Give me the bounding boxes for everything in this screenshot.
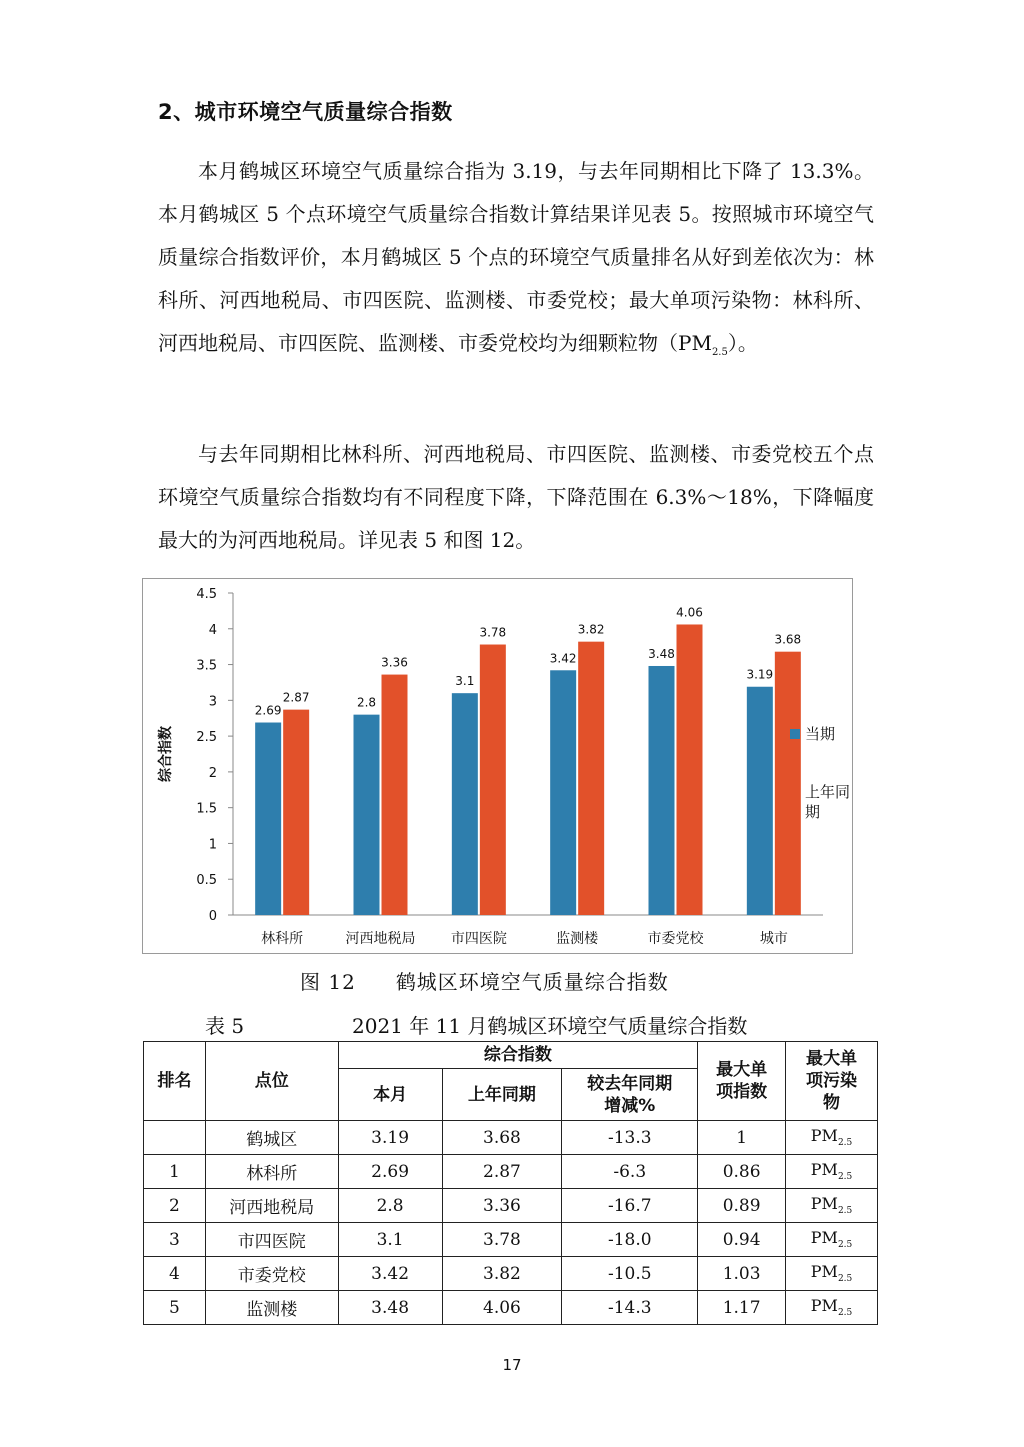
cell-last-year: 3.82 (442, 1257, 562, 1291)
pollutant-subscript: 2.5 (837, 1138, 853, 1149)
cell-last-year: 3.36 (442, 1189, 562, 1223)
cell-pollutant (786, 1121, 878, 1155)
cell-site: 市四医院 (205, 1223, 338, 1257)
table-title: 2021 年 11 月鹤城区环境空气质量综合指数 (352, 1014, 748, 1038)
x-tick-label: 城市 (759, 931, 788, 947)
page-number: 17 (502, 1356, 522, 1374)
cell-rank: 1 (144, 1155, 206, 1189)
cell-last-year: 3.78 (442, 1223, 562, 1257)
pollutant-text: PM (810, 1194, 838, 1214)
header-last-year: 上年同期 (442, 1069, 562, 1121)
cell-rank (144, 1121, 206, 1155)
cell-this-month: 3.1 (338, 1223, 442, 1257)
cell-last-year: 4.06 (442, 1291, 562, 1325)
legend-label: 当期 (805, 725, 836, 743)
y-tick-label: 0.5 (196, 873, 217, 889)
x-tick-label: 市委党校 (647, 931, 704, 947)
header-max-index-line: 项指数 (716, 1082, 768, 1102)
chart-canvas (143, 579, 854, 955)
header-max-pollutant-line: 最大单 (806, 1049, 858, 1069)
pollutant-subscript: 2.5 (837, 1240, 853, 1251)
cell-last-year: 3.68 (442, 1121, 562, 1155)
table-row (144, 1223, 878, 1257)
bar-current (354, 715, 380, 915)
bar-last-year (480, 645, 506, 915)
header-max-pollutant-line: 物 (823, 1093, 841, 1113)
header-change-line: 较去年同期 (587, 1073, 673, 1094)
legend-swatch (790, 787, 800, 797)
table-row (144, 1257, 878, 1291)
cell-pollutant (786, 1223, 878, 1257)
header-site: 点位 (205, 1042, 338, 1121)
cell-change: -6.3 (562, 1155, 698, 1189)
bar-last-year (677, 624, 703, 915)
cell-max-index: 0.94 (698, 1223, 786, 1257)
table-row (144, 1189, 878, 1223)
y-axis-title: 综合指数 (158, 726, 174, 782)
section-heading: 2、城市环境空气质量综合指数 (158, 100, 453, 124)
figure-caption (300, 966, 669, 995)
header-this-month: 本月 (338, 1069, 442, 1121)
cell-site: 市委党校 (205, 1257, 338, 1291)
cell-last-year: 2.87 (442, 1155, 562, 1189)
cell-site: 监测楼 (205, 1291, 338, 1325)
legend-label: 期 (805, 803, 821, 821)
cell-max-index: 1.17 (698, 1291, 786, 1325)
cell-change: -16.7 (562, 1189, 698, 1223)
header-composite: 综合指数 (338, 1042, 698, 1069)
data-label: 4.06 (676, 605, 703, 620)
pollutant-text: PM (810, 1262, 838, 1282)
cell-rank: 2 (144, 1189, 206, 1223)
pollutant-text: PM (810, 1160, 838, 1180)
y-tick-label: 4.5 (196, 587, 217, 602)
data-label: 3.78 (479, 625, 507, 640)
pm-subscript: 2.5 (711, 347, 728, 358)
y-tick-label: 3.5 (196, 658, 217, 674)
data-label: 2.8 (356, 695, 377, 710)
y-tick-label: 3 (208, 694, 217, 710)
cell-max-index: 0.89 (698, 1189, 786, 1223)
pollutant-subscript: 2.5 (837, 1206, 853, 1217)
pollutant-subscript: 2.5 (837, 1308, 853, 1319)
table-row (144, 1121, 878, 1155)
bar-current (550, 670, 576, 915)
table-label: 表 5 (205, 1014, 245, 1038)
table-row (144, 1155, 878, 1189)
bar-last-year (775, 652, 801, 915)
cell-this-month: 2.69 (338, 1155, 442, 1189)
cell-site: 林科所 (205, 1155, 338, 1189)
figure-number: 图 12 (300, 970, 356, 994)
legend-label: 上年同 (805, 783, 851, 801)
bar-last-year (382, 675, 408, 915)
cell-this-month: 2.8 (338, 1189, 442, 1223)
cell-pollutant (786, 1189, 878, 1223)
paragraph-comparison: 与去年同期相比林科所、河西地税局、市四医院、监测楼、市委党校五个点环境空气质量综合指数均有不同程度下降，下降范围在 6.3%～18%，下降幅度最大的为河西地税局。详见表 5 和图 12。 (158, 442, 874, 552)
y-tick-label: 2.5 (196, 730, 217, 746)
bar-last-year (283, 710, 309, 915)
cell-change: -13.3 (562, 1121, 698, 1155)
header-max-pollutant (786, 1042, 878, 1121)
table-row (144, 1291, 878, 1325)
bar-current (747, 687, 773, 915)
y-tick-label: 1.5 (196, 801, 217, 817)
pollutant-text: PM (810, 1228, 838, 1248)
data-label: 2.87 (282, 690, 310, 705)
y-tick-label: 2 (208, 765, 217, 781)
header-change (562, 1069, 698, 1121)
data-label: 3.1 (455, 674, 475, 689)
bar-current (649, 666, 675, 915)
paragraph-summary-text: 本月鹤城区环境空气质量综合指为 3.19，与去年同期相比下降了 13.3%。本月鹤城区 5 个点环境空气质量综合指数计算结果详见表 5。按照城市环境空气质量综合指数评价，本月鹤城区 5 个点的环境空气质量排名从好到差依次为：林科所、河西地税局、市四医院、监测楼、市委党校；最大单项污染物：林科所、河西地税局、市四医院、监测楼、市委党校均为细颗粒物（PM (158, 159, 874, 355)
header-rank: 排名 (144, 1042, 206, 1121)
figure-title: 鹤城区环境空气质量综合指数 (395, 970, 669, 994)
x-tick-label: 河西地税局 (345, 931, 416, 947)
cell-pollutant (786, 1257, 878, 1291)
cell-change: -14.3 (562, 1291, 698, 1325)
cell-max-index: 0.86 (698, 1155, 786, 1189)
paragraph-summary-end: ）。 (727, 331, 758, 355)
x-tick-label: 林科所 (261, 931, 304, 947)
cell-this-month: 3.48 (338, 1291, 442, 1325)
bar-last-year (578, 642, 604, 915)
pollutant-text: PM (810, 1126, 838, 1146)
data-label: 3.68 (774, 632, 802, 647)
y-tick-label: 0 (208, 909, 217, 924)
cell-change: -18.0 (562, 1223, 698, 1257)
header-max-pollutant-line: 项污染 (806, 1071, 858, 1091)
cell-rank: 3 (144, 1223, 206, 1257)
y-tick-label: 1 (208, 837, 217, 853)
cell-max-index: 1.03 (698, 1257, 786, 1291)
cell-rank: 5 (144, 1291, 206, 1325)
cell-change: -10.5 (562, 1257, 698, 1291)
cell-this-month: 3.19 (338, 1121, 442, 1155)
pollutant-subscript: 2.5 (837, 1274, 853, 1285)
bar-current (452, 693, 478, 915)
pollutant-text: PM (810, 1296, 838, 1316)
cell-pollutant (786, 1291, 878, 1325)
data-label: 2.69 (254, 703, 282, 718)
bar-chart (142, 578, 853, 954)
cell-this-month: 3.42 (338, 1257, 442, 1291)
cell-rank: 4 (144, 1257, 206, 1291)
x-tick-label: 市四医院 (450, 931, 507, 947)
cell-max-index: 1 (698, 1121, 786, 1155)
header-change-line: 增减% (604, 1095, 656, 1116)
cell-site: 鹤城区 (205, 1121, 338, 1155)
x-tick-label: 监测楼 (556, 931, 599, 947)
pollutant-subscript: 2.5 (837, 1172, 853, 1183)
data-label: 3.48 (648, 646, 675, 661)
cell-pollutant (786, 1155, 878, 1189)
composite-index-table (143, 1041, 878, 1325)
y-tick-label: 4 (208, 622, 217, 638)
paragraph-summary (158, 150, 874, 374)
bar-current (255, 723, 281, 915)
data-label: 3.36 (381, 655, 408, 670)
cell-site: 河西地税局 (205, 1189, 338, 1223)
data-label: 3.42 (549, 651, 577, 666)
data-label: 3.19 (746, 667, 774, 682)
header-max-index-line: 最大单 (716, 1060, 768, 1080)
header-max-index (698, 1042, 786, 1121)
legend-swatch (790, 729, 800, 739)
data-label: 3.82 (577, 622, 605, 637)
